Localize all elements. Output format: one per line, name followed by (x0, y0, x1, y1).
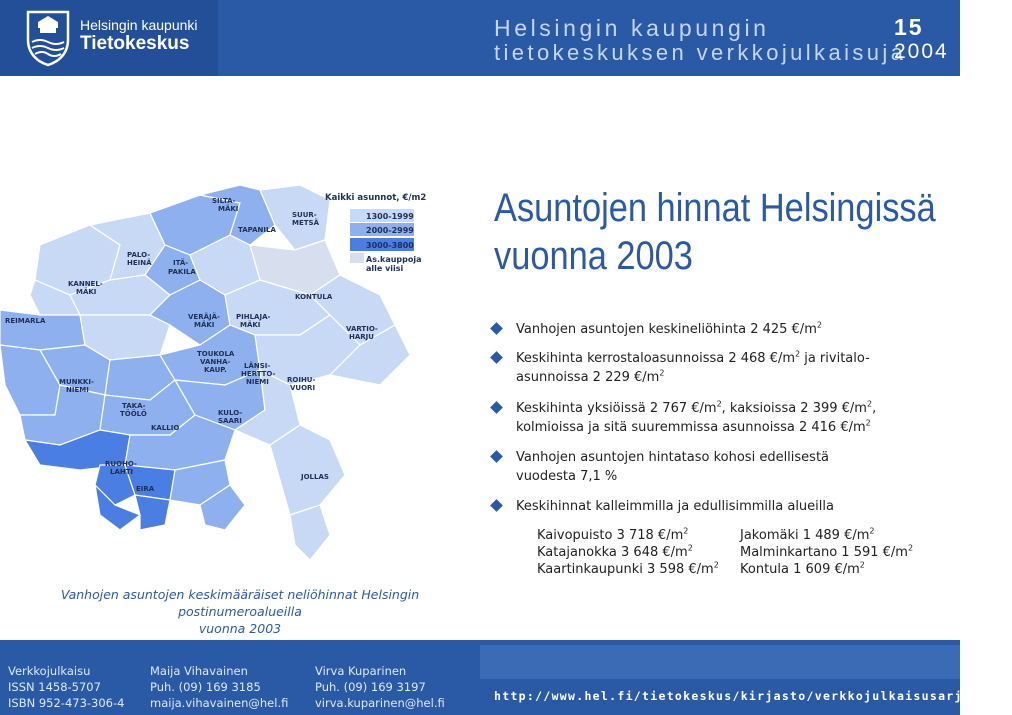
list-item (490, 399, 950, 437)
district-label: METSÄ (292, 219, 319, 227)
list-item (490, 349, 950, 387)
footer-url-bar (480, 645, 960, 679)
bullet-text-line2: vuodesta 7,1 % (516, 469, 618, 484)
header-logo-area (0, 0, 218, 76)
district-label: RUOHO- (105, 460, 137, 468)
bullet-sup: 2 (866, 399, 873, 409)
district-label: HARJU (349, 333, 374, 341)
district-label: TÖÖLÖ (120, 410, 147, 418)
district-label: SAARI (218, 417, 242, 425)
bullet-sup: 2 (716, 399, 722, 409)
list-item: Kontula 1 609 $€/m^2$ (740, 560, 865, 577)
legend-swatch (350, 253, 364, 263)
contact-email-link[interactable]: maija.vihavainen@hel.fi (150, 696, 289, 710)
bullet-text-tail: ja rivitalo- (800, 351, 870, 366)
series-title-line2: tietokeskuksen verkkojulkaisuja (494, 40, 907, 65)
district-label: PAKILA (168, 268, 196, 276)
map-area (0, 310, 85, 350)
district-label: TOUKOLA (197, 350, 235, 358)
district-label: MÄKI (240, 321, 261, 329)
district-label: KAUP. (204, 366, 227, 374)
footer-text: Puh. (09) 169 3197 (315, 680, 426, 694)
district-label: LAHTI (110, 468, 134, 476)
bullet-sup: 2 (795, 349, 801, 359)
district-label: TAKA- (122, 402, 146, 410)
district-label: VANHA- (200, 358, 231, 366)
bullet-text: Vanhojen asuntojen hintataso kohosi edellisestä (516, 450, 830, 465)
district-label: PALO- (127, 251, 151, 259)
legend-label: As.kauppoja (366, 255, 422, 264)
list-item: Kaartinkaupunki 3 598 $€/m^2$ (537, 560, 719, 577)
helsinki-crest-icon (26, 10, 70, 66)
legend-label: 1300-1999 (366, 212, 414, 221)
footer-text: Maija Vihavainen (150, 664, 248, 678)
org-name-line1: Helsingin kaupunki (80, 17, 198, 33)
district-label: JOLLAS (301, 473, 329, 481)
bullet-text: Keskihinta yksiöissä 2 767 €/m (516, 401, 717, 416)
footer-text: ISBN 952-473-306-4 (8, 696, 125, 710)
map-area (270, 425, 345, 515)
list-item: Jakomäki 1 489 $€/m^2$ (740, 526, 875, 543)
series-url-link[interactable]: http://www.hel.fi/tietokeskus/kirjasto/verkkojulkaisusarja.html (494, 689, 1012, 703)
list-item (490, 448, 950, 486)
legend-label: 3000-3800 (366, 241, 414, 250)
list-item (490, 320, 950, 339)
list-item: Kaivopuisto 3 718 $€/m^2$ (537, 526, 689, 543)
district-label: MÄKI (76, 288, 97, 296)
map-area (135, 495, 170, 530)
district-label: MÄKI (194, 321, 215, 329)
district-label: KANNEL- (68, 280, 103, 288)
list-item: Malminkartano 1 591 $€/m^2$ (740, 543, 914, 560)
bullet-text: Keskihinta kerrostaloasunnoissa 2 468 €/m (516, 351, 795, 366)
legend-title: Kaikki asunnot, €/m2 (325, 193, 427, 203)
district-label: SILTA- (212, 197, 236, 205)
footer-text: Virva Kuparinen (315, 664, 407, 678)
diamond-bullet-icon (490, 499, 503, 512)
bullet-text-line2: asunnoissa 2 229 €/m (516, 370, 660, 385)
district-label: KONTULA (295, 293, 333, 301)
district-label: HEINÄ (127, 259, 152, 267)
bullet-text-tail: , (872, 401, 877, 416)
bullet-text: Keskihinnat kalleimmilla ja edullisimmilla alueilla (516, 499, 834, 514)
list-item (490, 497, 950, 516)
map-caption (0, 586, 480, 637)
footer-contact-1 (150, 663, 288, 711)
district-label: MUNKKI- (59, 378, 94, 386)
footer-contact-2 (315, 663, 445, 711)
bullet-sup: 2 (865, 418, 871, 428)
org-name-line2: Tietokeskus (80, 33, 190, 54)
district-label: ITÄ- (173, 259, 189, 267)
district-label: NIEMI (66, 386, 89, 394)
footer-text: Puh. (09) 169 3185 (150, 680, 261, 694)
diamond-bullet-icon (490, 450, 503, 463)
footer-text: Verkkojulkaisu (8, 664, 91, 678)
district-label: TAPANILA (238, 226, 276, 234)
legend-label: 2000-2999 (366, 226, 414, 235)
bullet-text-tail: , kaksioissa 2 399 €/m (721, 401, 867, 416)
map-caption-line1: Vanhojen asuntojen keskimääräiset neliöhinnat Helsingin postinumeroalueilla (60, 587, 420, 619)
contact-email-link[interactable]: virva.kuparinen@hel.fi (315, 696, 445, 710)
map-caption-line2: vuonna 2003 (198, 621, 282, 636)
cheapest-column (740, 527, 913, 578)
issue-year: 2004 (894, 40, 949, 63)
district-label: EIRA (136, 485, 155, 493)
district-label: SUUR- (292, 211, 317, 219)
map-area (290, 505, 330, 560)
district-label: REIMARLA (5, 317, 46, 325)
issue-number: 15 (894, 14, 924, 40)
district-label: KULO- (218, 409, 243, 417)
list-item: Katajanokka 3 648 $€/m^2$ (537, 543, 693, 560)
footer-publication-info (8, 663, 124, 711)
series-title-line1: Helsingin kaupungin (494, 15, 770, 41)
district-label: NIEMI (246, 378, 269, 386)
bullet-text: Vanhojen asuntojen keskineliöhinta 2 425 €/m (516, 322, 817, 337)
district-label: VARTIO- (346, 325, 378, 333)
district-label: HERTTO- (241, 370, 276, 378)
district-price-map (0, 185, 480, 585)
bullet-sup: 2 (659, 368, 665, 378)
diamond-bullet-icon (490, 401, 503, 414)
bullet-text-line2: kolmioissa ja sitä suuremmissa asunnoissa 2 416 €/m (516, 420, 866, 435)
district-label: ROIHU- (287, 376, 316, 384)
diamond-bullet-icon (490, 351, 503, 364)
legend-label: alle viisi (366, 264, 404, 273)
district-label: MÄKI (218, 205, 239, 213)
diamond-bullet-icon (490, 322, 503, 335)
header-band (0, 0, 960, 76)
footer-text: ISSN 1458-5707 (8, 680, 101, 694)
district-label: LÄNSI- (244, 362, 271, 370)
district-label: VERÄJÄ- (188, 313, 220, 321)
bullet-sup: 2 (816, 320, 822, 330)
district-label: VUORI (290, 384, 316, 392)
page-title-line2: vuonna 2003 (494, 234, 693, 278)
district-label: KALLIO (151, 424, 180, 432)
most-expensive-column (537, 527, 719, 578)
district-label: PIHLAJA- (236, 313, 271, 321)
page-title-line1: Asuntojen hinnat Helsingissä (494, 186, 936, 230)
